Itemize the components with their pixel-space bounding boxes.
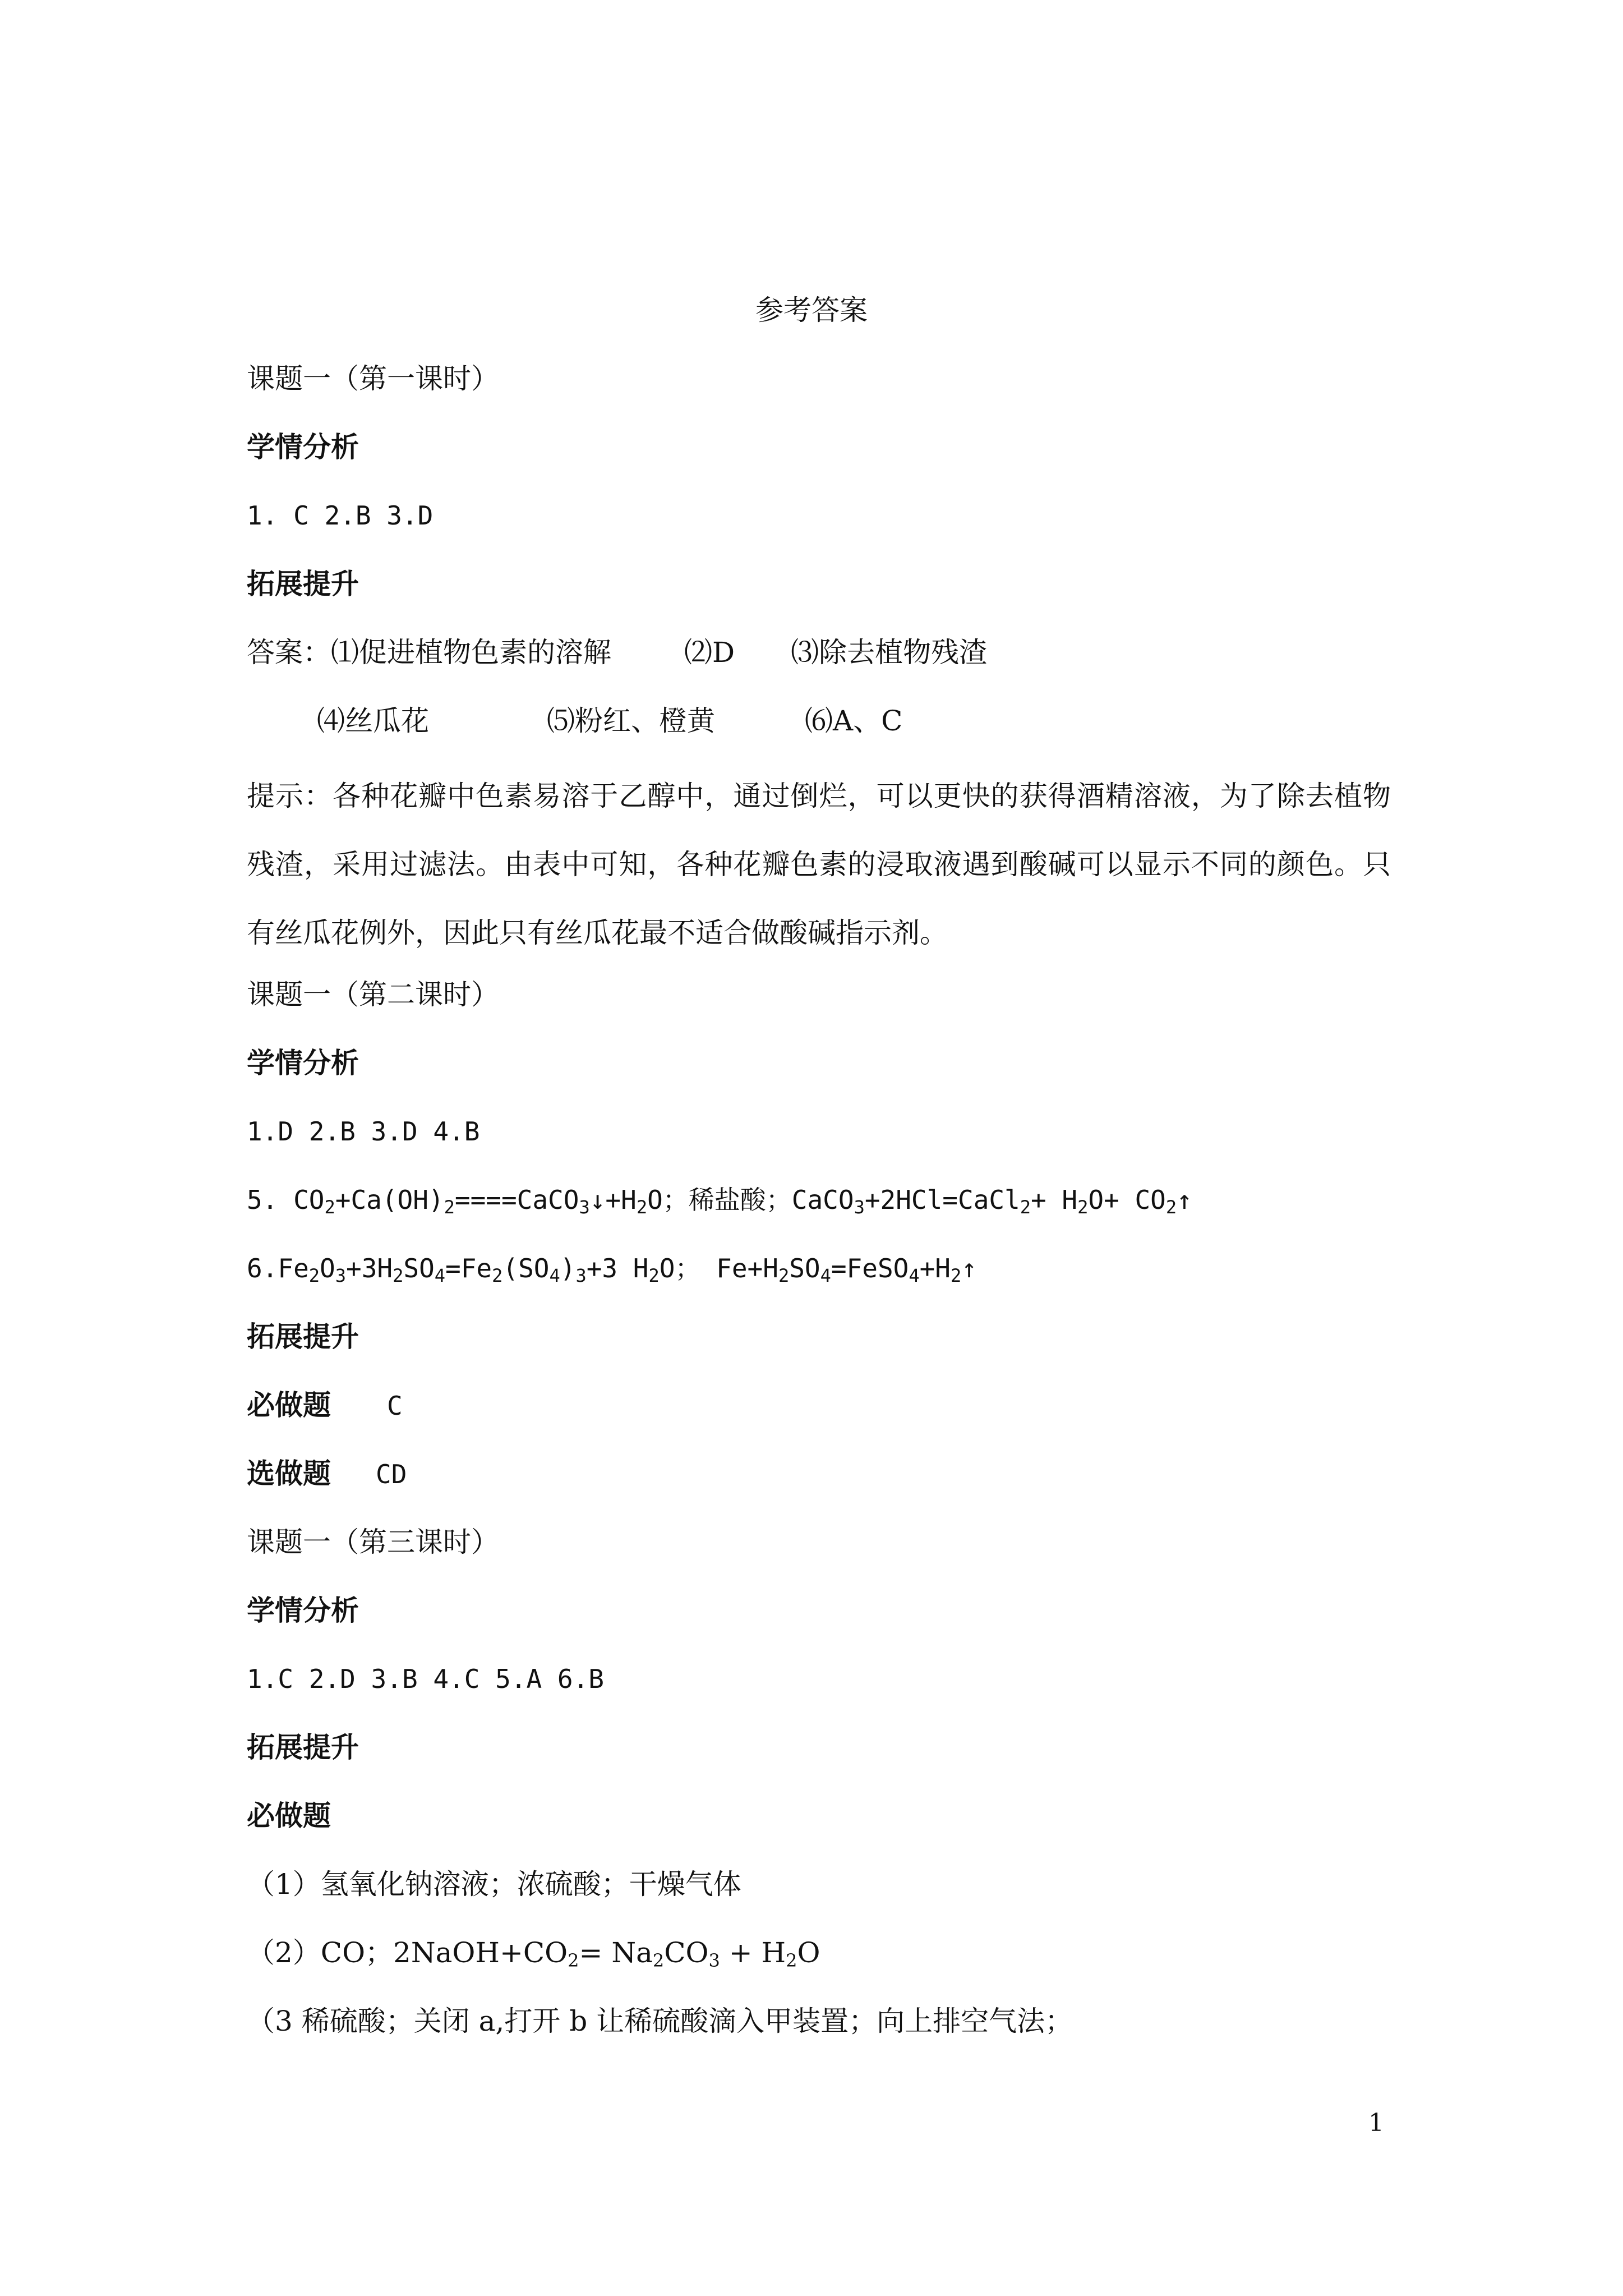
q5-sub-3: 3 bbox=[579, 1197, 590, 1218]
lesson-2-heading: 课题一（第二课时） bbox=[247, 978, 499, 1011]
lesson-3-required-1: （1）氢氧化钠溶液；浓硫酸；干燥气体 bbox=[247, 1868, 741, 1901]
r2-text-2: = Na bbox=[579, 1936, 653, 1969]
q6-text-11: =FeSO bbox=[831, 1253, 909, 1283]
q5-text-2: +Ca(OH) bbox=[335, 1185, 444, 1215]
q5-text-4: ↓+H bbox=[589, 1185, 637, 1215]
q6-text-2: O bbox=[320, 1253, 335, 1283]
q5-sub-2: 2 bbox=[444, 1197, 455, 1218]
q5-text-8: O+ CO bbox=[1088, 1185, 1166, 1215]
q6-sub-9: 2 bbox=[778, 1265, 790, 1286]
q5-text-3: ====CaCO bbox=[454, 1185, 579, 1215]
q6-text-1: 6.Fe bbox=[247, 1253, 309, 1283]
q5-text-6: +2HCl=CaCl bbox=[864, 1185, 1020, 1215]
lesson-2-extend-label: 拓展提升 bbox=[247, 1320, 359, 1353]
q6-text-6: (SO bbox=[502, 1253, 550, 1283]
q5-text-7: + H bbox=[1031, 1185, 1078, 1215]
page-title: 参考答案 bbox=[755, 294, 868, 326]
q5-sub-8: 2 bbox=[1165, 1197, 1177, 1218]
q6-sub-8: 2 bbox=[648, 1265, 660, 1286]
q6-sub-1: 2 bbox=[308, 1265, 320, 1286]
q5-sub-5: 3 bbox=[854, 1197, 865, 1218]
lesson-1-hint: 提示：各种花瓣中色素易溶于乙醇中，通过倒烂，可以更快的获得酒精溶液，为了除去植物残渣，采用过滤法。由表中可知，各种花瓣色素的浸取液遇到酸碱可以显示不同的颜色。只有丝瓜花例外，因此只有丝瓜花最不适合做酸碱指示剂。 bbox=[247, 780, 1391, 949]
lesson-2-optional-row bbox=[247, 1454, 407, 1494]
q6-text-13: ↑ bbox=[961, 1253, 977, 1283]
q5-sub-1: 2 bbox=[324, 1197, 335, 1218]
q6-text-9: O； Fe+H bbox=[659, 1253, 778, 1283]
q6-sub-2: 3 bbox=[335, 1265, 347, 1286]
q5-text-1: CO bbox=[293, 1185, 325, 1215]
q6-sub-10: 4 bbox=[820, 1265, 831, 1286]
q6-sub-12: 2 bbox=[951, 1265, 962, 1286]
q6-sub-4: 4 bbox=[434, 1265, 446, 1286]
q6-text-12: +H bbox=[919, 1253, 951, 1283]
r2-text-4: + H bbox=[720, 1936, 786, 1969]
lesson-1-analysis-label: 学情分析 bbox=[247, 431, 359, 463]
lesson-3-analysis-label: 学情分析 bbox=[247, 1594, 359, 1627]
answer-3: ⑶除去植物残渣 bbox=[791, 636, 988, 669]
lesson-1-extend-label: 拓展提升 bbox=[247, 568, 359, 600]
q5-text-9: ↑ bbox=[1177, 1185, 1192, 1215]
r2-sub-2: 2 bbox=[652, 1950, 665, 1971]
optional-label: 选做题 bbox=[247, 1457, 331, 1490]
lesson-3-required-label: 必做题 bbox=[247, 1800, 331, 1832]
lesson-3-required-3: （3 稀硫酸；关闭 a,打开 b 让稀硫酸滴入甲装置；向上排空气法； bbox=[247, 2005, 1073, 2037]
r2-text-5: O bbox=[797, 1936, 820, 1969]
q5-text-5: O；稀盐酸；CaCO bbox=[647, 1185, 854, 1215]
answer-4: ⑷丝瓜花 bbox=[317, 705, 429, 737]
answer-6: ⑹A、C bbox=[805, 705, 903, 737]
required-label: 必做题 bbox=[247, 1389, 331, 1421]
q6-text-5: =Fe bbox=[445, 1253, 492, 1283]
q6-text-7: ) bbox=[560, 1253, 576, 1283]
lesson-2-analysis-label: 学情分析 bbox=[247, 1047, 359, 1079]
answer-1: ⑴促进植物色素的溶解 bbox=[331, 636, 611, 669]
lesson-1-analysis-answers: 1. C 2.B 3.D bbox=[247, 500, 434, 531]
q5-sub-7: 2 bbox=[1077, 1197, 1089, 1218]
lesson-3-heading: 课题一（第三课时） bbox=[247, 1526, 499, 1558]
r2-text-3: CO bbox=[664, 1936, 709, 1969]
lesson-1-answer-row-1 bbox=[247, 633, 987, 672]
q5-number: 5. bbox=[247, 1185, 278, 1215]
q6-text-10: SO bbox=[789, 1253, 820, 1283]
lesson-3-extend-label: 拓展提升 bbox=[247, 1731, 359, 1764]
q6-sub-3: 2 bbox=[393, 1265, 404, 1286]
q6-text-4: SO bbox=[403, 1253, 435, 1283]
r2-sub-3: 3 bbox=[708, 1950, 720, 1971]
q5-sub-4: 2 bbox=[636, 1197, 648, 1218]
lesson-2-analysis-answers: 1.D 2.B 3.D 4.B bbox=[247, 1116, 480, 1147]
answer-2: ⑵D bbox=[684, 636, 735, 669]
answer-5: ⑸粉红、橙黄 bbox=[547, 705, 715, 737]
q6-sub-11: 4 bbox=[909, 1265, 920, 1286]
page-number: 1 bbox=[1368, 2109, 1384, 2137]
r2-sub-1: 2 bbox=[568, 1950, 579, 1971]
lesson-3-analysis-answers: 1.C 2.D 3.B 4.C 5.A 6.B bbox=[247, 1664, 604, 1694]
r2-sub-4: 2 bbox=[786, 1950, 797, 1971]
lesson-1-heading: 课题一（第一课时） bbox=[247, 362, 499, 395]
answer-prefix: 答案： bbox=[247, 636, 331, 669]
q5-sub-6: 2 bbox=[1020, 1197, 1031, 1218]
q6-text-8: +3 H bbox=[586, 1253, 649, 1283]
lesson-3-required-2 bbox=[247, 1933, 820, 1972]
optional-answer: CD bbox=[376, 1459, 407, 1489]
q6-text-3: +3H bbox=[346, 1253, 393, 1283]
lesson-2-question-5 bbox=[247, 1180, 1192, 1220]
lesson-1-answer-row-2 bbox=[317, 701, 902, 740]
lesson-2-required-row bbox=[247, 1386, 403, 1425]
q6-sub-6: 4 bbox=[549, 1265, 560, 1286]
lesson-2-question-6 bbox=[247, 1249, 977, 1288]
r2-text-1: （2）CO；2NaOH+CO bbox=[247, 1936, 568, 1969]
q6-sub-5: 2 bbox=[492, 1265, 503, 1286]
required-answer: C bbox=[387, 1391, 403, 1421]
q6-sub-7: 3 bbox=[575, 1265, 587, 1286]
